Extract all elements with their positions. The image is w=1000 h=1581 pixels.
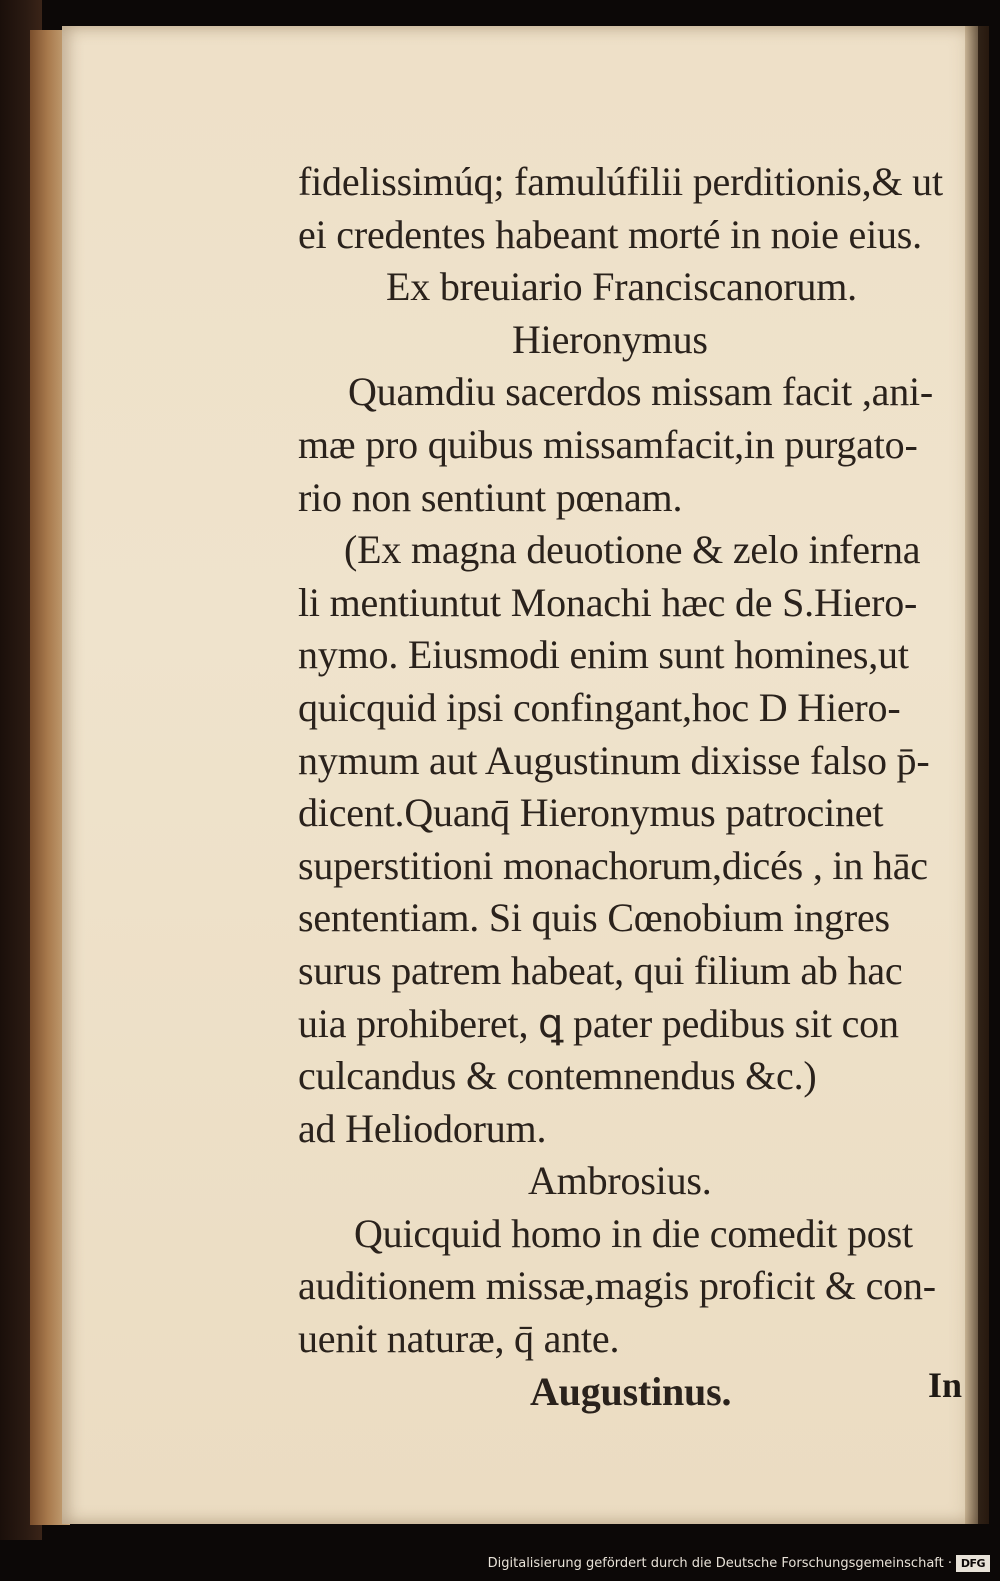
text-line: uia prohiberet, ꝗ pater pedibus sit con <box>298 1000 899 1046</box>
text-line: fidelissimúq; famulúfilii perditionis,& ut <box>298 159 943 204</box>
page-text <box>298 156 978 1418</box>
funding-credit: Digitalisierung gefördert durch die Deutsche Forschungsgemeinschaft · <box>487 1556 952 1571</box>
catchword: In <box>928 1365 963 1405</box>
text-line: auditionem missæ,magis proficit & con- <box>298 1263 936 1309</box>
section-heading: Augustinus. <box>530 1368 732 1414</box>
section-heading: Ex breuiario Franciscanorum. <box>386 264 857 310</box>
footer-bar <box>0 1552 1000 1581</box>
text-line: surus patrem habeat, qui filium ab hac <box>298 947 903 993</box>
text-line: ei credentes habeant morté in noie eius. <box>298 211 922 257</box>
text-line: Quicquid homo in die comedit post <box>354 1210 913 1256</box>
text-line: sententiam. Si quis Cœnobium ingres <box>298 895 890 941</box>
section-heading: Hieronymus <box>512 316 708 362</box>
text-line: nymo. Eiusmodi enim sunt homines,ut <box>298 632 909 678</box>
text-line: Quamdiu sacerdos missam facit ,ani- <box>348 369 934 415</box>
text-line: ad Heliodorum. <box>298 1105 547 1151</box>
text-line: dicent.Quanq̄ Hieronymus patrocinet <box>298 790 884 836</box>
text-line: li mentiuntut Monachi hæc de S.Hiero- <box>298 579 918 625</box>
text-line: nymum aut Augustinum dixisse falso p̄- <box>298 737 930 783</box>
dfg-logo: DFG <box>956 1555 990 1572</box>
text-line: uenit naturæ, q̄ ante. <box>298 1316 620 1362</box>
text-line: mæ pro quibus missamfacit,in purgato- <box>298 421 918 467</box>
text-line: quicquid ipsi confingant,hoc D Hiero- <box>298 684 901 730</box>
text-line: (Ex magna deuotione & zelo inferna <box>344 527 921 573</box>
text-line: rio non sentiunt pœnam. <box>298 474 683 520</box>
text-line: superstitioni monachorum,dicés , in hāc <box>298 842 928 888</box>
section-heading: Ambrosius. <box>528 1158 712 1204</box>
text-line: culcandus & contemnendus &c.) <box>298 1053 817 1099</box>
